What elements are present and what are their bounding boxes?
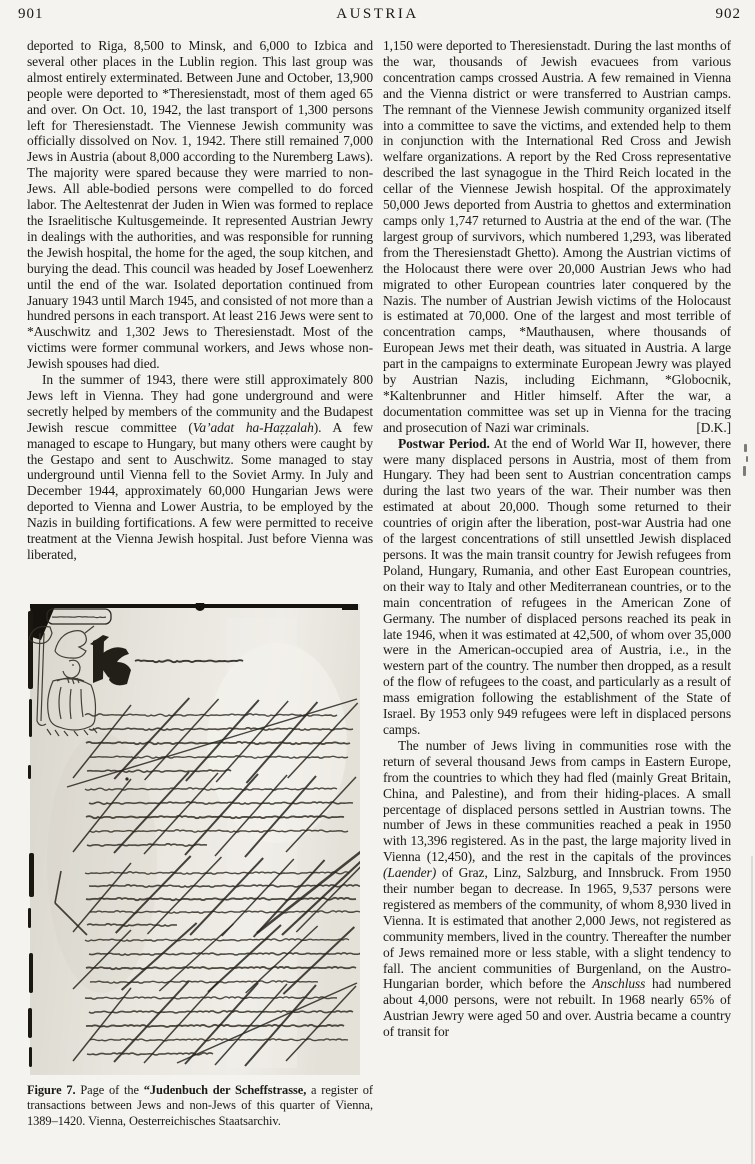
- figure-caption-text: a register of transactions between Jews and non-Jews of this quarter of Vienna, 1389–1420. Vienna, Oesterreichisches Staatsarchiv.: [27, 1083, 373, 1128]
- manuscript-figure-svg: [27, 603, 360, 1075]
- figure-caption-number: Figure 7.: [27, 1083, 76, 1097]
- paragraph-text: In the summer of 1943, there were still approximately 800 Jews left in Vienna. They had gone underground and were secretly helped by members of the community and the Budapest Jewish rescue committee (: [27, 372, 373, 435]
- italic-term: (Laender): [383, 865, 437, 881]
- paragraph: [383, 436, 731, 738]
- page-number-right: 902: [715, 6, 741, 22]
- italic-term: Anschluss: [592, 976, 646, 992]
- figure-manuscript-image: [27, 603, 360, 1075]
- page-number-left: 901: [18, 6, 44, 22]
- figure-caption-title: “Judenbuch der Scheffstrasse,: [143, 1083, 307, 1097]
- scan-artifact: [751, 856, 753, 1164]
- paragraph-text: The number of Jews living in communities rose with the return of several thousand Jews from camps in Eastern Europe, from the countries to which they had fled (mainly Great Britain, China, and Palestine), and from their hiding-places. A small percentage of displaced persons settled in Austrian towns. The number of Jews in these communities reached a peak in 1950 with 13,396 registered. As in the past, the large majority lived in Vienna (12,450), and the rest in the capitals of the provinces: [383, 737, 731, 865]
- paragraph-text: of Graz, Linz, Salzburg, and Innsbruck. From 1950 their number began to decrease. In 1965, 9,537 persons were registered as members of the community, of whom 8,930 lived in Vienna. It is estimated that another 2,000 Jews, not registered as community members, lived in the country. Thereafter the number of Jews remained more or less stable, with a slight tendency to fall. The ancient communities of Burgenland, on the Austro-Hungarian border, which before the: [383, 865, 731, 992]
- paragraph: [27, 38, 373, 372]
- scan-artifact: [744, 444, 747, 452]
- paragraph-text: At the end of World War II, however, there were many displaced persons in Austria, most of them from Hungary. They had been sent to Austrian concentration camps during the last two years of the war. Their number was then estimated at about 20,000. Though some returned to their countries of origin after the liberation, post-war Austria had one of the largest concentrations of still unsettled Jewish displaced persons. It was the main transit country for Jewish refugees from Poland, Hungary, Rumania, and other East European countries, on their way to Italy and other Mediterranean countries, or to the main concentration of refugees in the American Zone of Germany. The number of displaced persons reached its peak in late 1946, when it was estimated at 42,500, of whom over 35,000 were in the American-occupied area of Austria, i.e., in the western part of the country. The number then dropped, as a result of the flow of refugees to the coast, and particularly as a result of mass emigration following the establishment of the State of Israel. By 1953 only 949 refugees were left in displaced persons camps.: [383, 435, 731, 737]
- author-initials: [D.K.]: [696, 419, 731, 435]
- section-heading: Postwar Period.: [398, 435, 490, 451]
- paragraph-text: 1,150 were deported to Theresienstadt. During the last months of the war, thousands of Jewish evacuees from various concentration camps crossed Austria. A few remained in Vienna and the Vienna district or were transferred to Austrian camps. The remnant of the Viennese Jewish community organized itself into a committee to save the victims, and extended help to them in conjunction with the International Red Cross and Jewish welfare organizations. A report by the Red Cross representative described the last synagogue in the Third Reich located in the cellar of the Viennese Jewish hospital. Of the approximately 50,000 Jews deported from Austria to ghettos and extermination camps only 1,747 returned to Austria at the end of the war. (The largest group of survivors, which numbered 1,293, was liberated from the Theresienstadt Ghetto). Among the Austrian victims of the Holocaust there were over 20,000 Austrian Jews who had migrated to other European countries later conquered by the Nazis. The number of Austrian Jewish victims of the Holocaust is estimated at 70,000. One of the largest and most terrible of concentration camps, *Mauthausen, where thousands of European Jews met their death, was situated in Austria. A large part in the campaigns to exterminate European Jewry was played by Austrian Nazis, including Eichmann, *Globocnik, *Kaltenbrunner and Hitler himself. After the war, a documentation committee was set up in Vienna for the tracing and prosecution of Nazi war criminals.: [383, 38, 731, 435]
- running-head-title: AUSTRIA: [336, 6, 419, 22]
- paragraph: [27, 372, 373, 563]
- scan-artifact: [746, 456, 748, 462]
- figure-caption: [27, 1083, 373, 1129]
- italic-term: Va’adat ha-Haẓẓalah: [192, 419, 314, 435]
- paragraph-text: had numbered about 4,000 persons, were not rebuilt. In 1968 nearly 65% of Austrian Jewry were aged 50 and over. Austria became a country of transit for: [383, 976, 731, 1040]
- paragraph: [383, 38, 731, 436]
- right-text-column: [383, 38, 731, 1136]
- paragraph-text: deported to Riga, 8,500 to Minsk, and 6,000 to Izbica and several other places in the Lublin region. This last group was almost entirely exterminated. Between June and October, 13,900 people were deported to *Theresienstadt, most of them aged 65 and over. On Oct. 10, 1942, the last transport of 1,300 persons left for Theresienstadt. The Viennese Jewish community was officially dissolved on Nov. 1, 1942. There still remained 7,000 Jews in Austria (about 8,000 according to the Nuremberg Laws). The majority were spared because they were married to non-Jews. All able-bodied persons were compelled to do forced labor. The Aeltestenrat der Juden in Wien was formed to replace the Israelitische Kultusgemeinde. It represented Austrian Jewry in dealings with the authorities, and was responsible for running the Jewish hospital, the home for the aged, the soup kitchen, and burying the dead. This council was headed by Josef Loewenherz until the end of the war. Isolated deportation continued from January 1943 until March 1945, and consisted of not more than a hundred persons in each transport. At least 216 Jews were sent to *Auschwitz and 1,302 Jews to Theresienstadt. Most of the victims were former communal workers, and Jews whose non-Jewish spouses had died.: [27, 38, 373, 372]
- left-text-column: [27, 38, 373, 604]
- paragraph-text: ). A few managed to escape to Hungary, but many others were caught by the Gestapo and sent to Auschwitz. Some managed to stay underground until Vienna fell to the Soviet Army. In July and December 1944, approximately 60,000 Hungarian Jews were deported to Vienna and Lower Austria, to be employed by the Nazis in building fortifications. A few were permitted to receive treatment at the Vienna Jewish hospital. Just before Vienna was liberated,: [27, 419, 373, 562]
- scan-artifact: [743, 466, 746, 476]
- figure-caption-text: Page of the: [75, 1083, 144, 1097]
- paragraph: [383, 738, 731, 1040]
